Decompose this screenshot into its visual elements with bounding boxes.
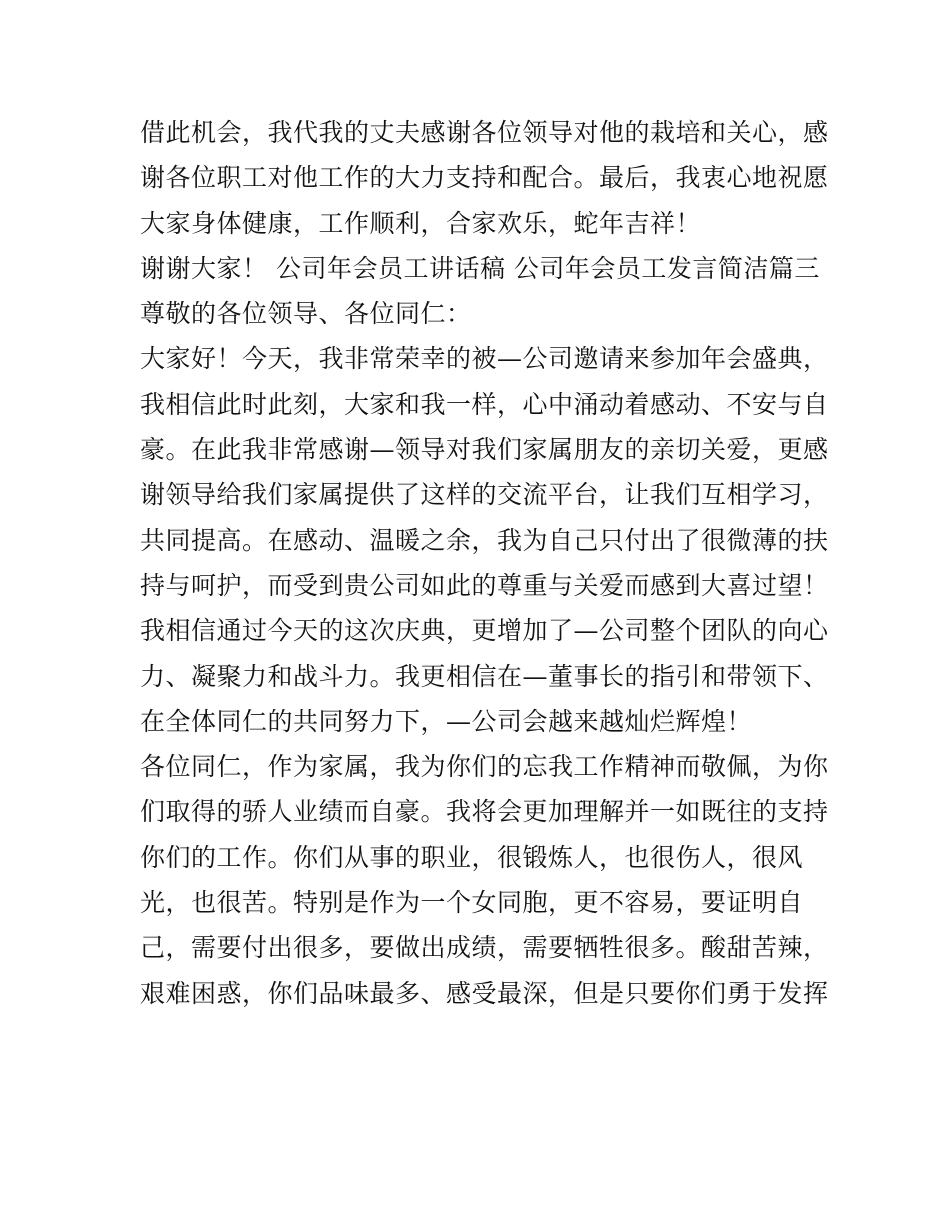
- text-line: 在全体同仁的共同努力下，—公司会越来越灿烂辉煌！: [140, 706, 753, 736]
- text-line: 你们的工作。你们从事的职业，很锻炼人，也很伤人，很风: [140, 842, 804, 872]
- text-line: 谢领导给我们家属提供了这样的交流平台，让我们互相学习，: [140, 480, 829, 510]
- text-line: 力、凝聚力和战斗力。我更相信在—董事长的指引和带领下、: [140, 661, 829, 691]
- text-line: 豪。在此我非常感谢—领导对我们家属朋友的亲切关爱，更感: [140, 435, 829, 465]
- text-line: 谢谢大家！ 公司年会员工讲话稿 公司年会员工发言简洁篇三: [140, 253, 820, 283]
- text-line: 们取得的骄人业绩而自豪。我将会更加理解并一如既往的支持: [140, 797, 829, 827]
- text-line: 尊敬的各位领导、各位同仁：: [140, 299, 472, 329]
- text-line: 大家好！今天，我非常荣幸的被—公司邀请来参加年会盛典，: [140, 344, 829, 374]
- text-line: 各位同仁，作为家属，我为你们的忘我工作精神而敬佩，为你: [140, 752, 829, 782]
- text-line: 我相信此时此刻，大家和我一样，心中涌动着感动、不安与自: [140, 389, 829, 419]
- body-text: [140, 110, 829, 1016]
- text-line: 借此机会，我代我的丈夫感谢各位领导对他的栽培和关心，感: [140, 118, 829, 147]
- text-line: 己，需要付出很多，要做出成绩，需要牺牲很多。酸甜苦辣，: [140, 933, 829, 963]
- text-line: 谢各位职工对他工作的大力支持和配合。最后，我衷心地祝愿: [140, 163, 829, 193]
- text-line: 持与呵护，而受到贵公司如此的尊重与关爱而感到大喜过望！: [140, 570, 829, 600]
- text-line: 艰难困惑，你们品味最多、感受最深，但是只要你们勇于发挥: [140, 978, 829, 1008]
- text-line: 我相信通过今天的这次庆典，更增加了—公司整个团队的向心: [140, 616, 829, 646]
- text-line: 共同提高。在感动、温暖之余，我为自己只付出了很微薄的扶: [140, 525, 829, 555]
- text-line: 大家身体健康，工作顺利，合家欢乐，蛇年吉祥！: [140, 208, 702, 238]
- text-line: 光，也很苦。特别是作为一个女同胞，更不容易，要证明自: [140, 888, 804, 918]
